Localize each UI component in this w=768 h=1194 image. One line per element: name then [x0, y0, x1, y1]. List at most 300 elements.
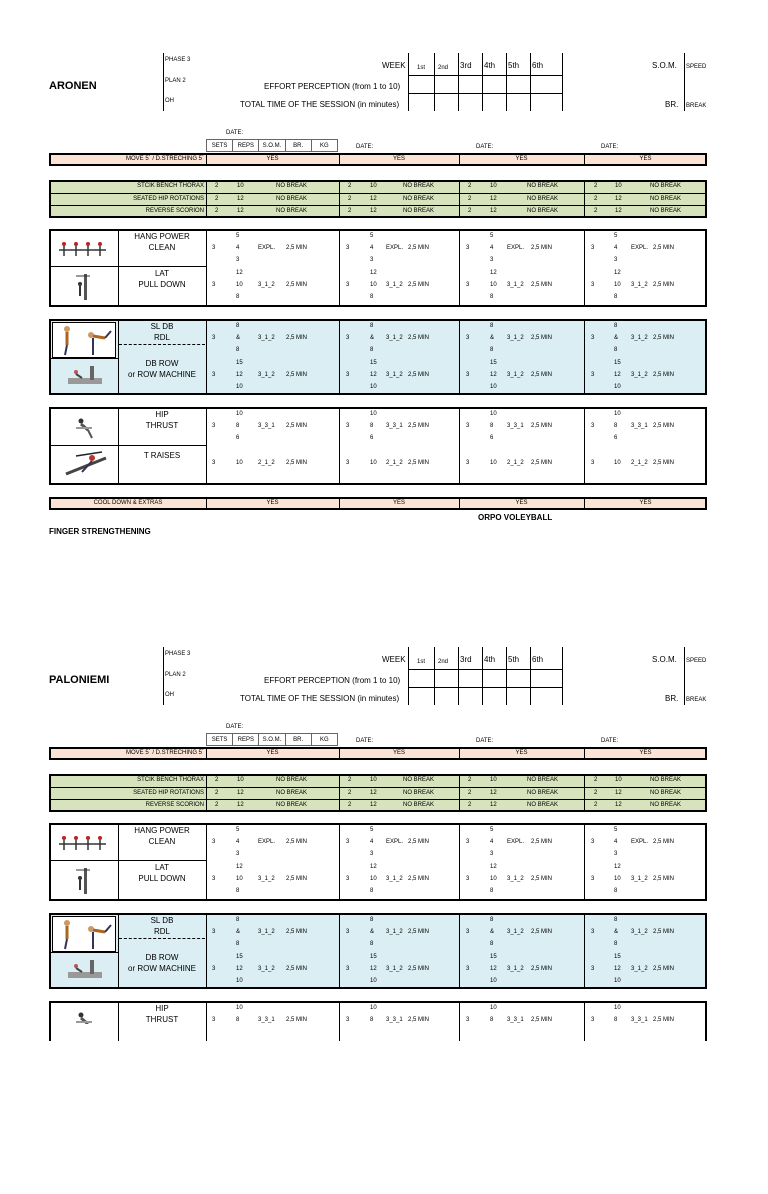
reps-value: &: [236, 929, 241, 935]
br-value: 2,5 MIN: [408, 245, 430, 251]
som-value: 3_1_2: [258, 966, 275, 972]
exercise-hip-thrust: HIP THRUST: [145, 1004, 179, 1024]
reps-value: 15: [614, 360, 621, 366]
reps-value: 4: [370, 839, 374, 845]
reps-value: 3: [614, 851, 618, 857]
br-value: 2,5 MIN: [531, 282, 553, 288]
reps-value: 10: [370, 411, 377, 417]
br-value: 2,5 MIN: [286, 335, 308, 341]
br-value: 2,5 MIN: [408, 966, 430, 972]
row-machine-icon: [66, 364, 104, 388]
br-label: BR.: [665, 100, 679, 109]
reps-value: 10: [614, 876, 621, 882]
warmup-label: MOVE 5´ / D.STRECHING 5´: [125, 156, 204, 162]
sets-value: 3: [212, 423, 216, 429]
reps-value: 10: [370, 1005, 377, 1011]
date-label: DATE:: [476, 738, 494, 744]
reps-value: 8: [614, 294, 618, 300]
sets-value: 3: [212, 372, 216, 378]
sets-value: 3: [466, 460, 470, 466]
reps-value: 12: [370, 270, 377, 276]
reps-value: 10: [490, 384, 497, 390]
week-3: 3rd: [460, 61, 472, 70]
reps-value: 10: [236, 1005, 243, 1011]
sets-value: 3: [346, 460, 350, 466]
br-value: 2,5 MIN: [286, 1017, 308, 1023]
br-value: 2,5 MIN: [653, 1017, 675, 1023]
br-value: 2,5 MIN: [286, 372, 308, 378]
reps-value: &: [370, 335, 375, 341]
break-label: BREAK: [686, 697, 707, 703]
week-5: 5th: [508, 655, 520, 664]
reps-value: 6: [236, 435, 240, 441]
time-label: TOTAL TIME OF THE SESSION (in minutes): [240, 694, 400, 703]
sets-value: 3: [591, 282, 595, 288]
phase-label: PHASE 3: [165, 57, 191, 63]
reps-value: 12: [614, 270, 621, 276]
br-value: 2,5 MIN: [531, 460, 553, 466]
br-value: 2,5 MIN: [653, 423, 675, 429]
sets-value: 3: [346, 1017, 350, 1023]
sets-value: 3: [212, 876, 216, 882]
som-value: 3_3_1: [258, 423, 275, 429]
reps-value: 8: [490, 423, 494, 429]
som-value: 3_1_2: [507, 876, 524, 882]
reps-value: 12: [236, 966, 243, 972]
week-label: WEEK: [382, 61, 406, 70]
reps-value: 5: [614, 827, 618, 833]
reps-value: 4: [614, 839, 618, 845]
br-value: 2,5 MIN: [653, 460, 675, 466]
som-value: 3_1_2: [631, 876, 648, 882]
reps-value: 8: [236, 423, 240, 429]
reps-value: 10: [236, 876, 243, 882]
reps-value: 15: [236, 360, 243, 366]
reps-value: 10: [614, 978, 621, 984]
reps-value: 4: [370, 245, 374, 251]
reps-value: &: [370, 929, 375, 935]
som-value: EXPL.: [386, 839, 404, 845]
br-value: 2,5 MIN: [653, 839, 675, 845]
br-value: 2,5 MIN: [408, 372, 430, 378]
sets-value: 3: [466, 282, 470, 288]
som-value: 3_1_2: [631, 282, 648, 288]
mobility-2-label: SEATED HIP ROTATIONS: [133, 196, 204, 202]
reps-value: 10: [490, 460, 497, 466]
sets-value: 3: [466, 423, 470, 429]
br-value: 2,5 MIN: [653, 966, 675, 972]
plan-label: PLAN 2: [165, 78, 186, 84]
athlete-name: PALONIEMI: [49, 674, 110, 686]
sets-value: 3: [591, 335, 595, 341]
som-value: 3_3_1: [507, 423, 524, 429]
som-value: 2_1_2: [631, 460, 648, 466]
mobility-1-label: STCIK BENCH THORAX: [137, 183, 204, 189]
sets-value: 3: [466, 245, 470, 251]
reps-value: 12: [614, 864, 621, 870]
reps-value: 8: [490, 1017, 494, 1023]
som-value: 3_1_2: [386, 929, 403, 935]
br-value: 2,5 MIN: [408, 335, 430, 341]
reps-value: 4: [236, 839, 240, 845]
week-label: WEEK: [382, 655, 406, 664]
time-label: TOTAL TIME OF THE SESSION (in minutes): [240, 100, 400, 109]
week-2: 2nd: [438, 659, 449, 665]
row-machine-icon: [66, 958, 104, 982]
reps-value: 10: [614, 1005, 621, 1011]
reps-value: 5: [236, 233, 240, 239]
sets-value: 3: [346, 423, 350, 429]
reps-value: 10: [236, 978, 243, 984]
mobility-2-label: SEATED HIP ROTATIONS: [133, 790, 204, 796]
som-value: 3_1_2: [507, 929, 524, 935]
position-label: OH: [165, 98, 174, 104]
reps-value: 5: [614, 233, 618, 239]
reps-value: 10: [614, 384, 621, 390]
speed-label: SPEED: [686, 64, 707, 70]
week-3: 3rd: [460, 655, 472, 664]
reps-value: 10: [236, 460, 243, 466]
sets-value: 3: [591, 245, 595, 251]
warmup-label: MOVE 5´ / D.STRECHING 5´: [125, 750, 204, 756]
position-label: OH: [165, 692, 174, 698]
exercise-t-raises: T RAISES: [143, 451, 181, 460]
reps-value: 10: [490, 978, 497, 984]
som-value: 3_1_2: [386, 372, 403, 378]
reps-value: 8: [370, 347, 374, 353]
reps-value: 3: [490, 851, 494, 857]
reps-value: 12: [370, 966, 377, 972]
sets-value: 3: [212, 1017, 216, 1023]
power-clean-figures-icon: [58, 834, 112, 854]
som-value: 3_3_1: [386, 423, 403, 429]
sets-value: 3: [212, 460, 216, 466]
som-value: EXPL.: [631, 245, 649, 251]
sets-value: 3: [212, 282, 216, 288]
reps-value: 8: [490, 941, 494, 947]
br-value: 2,5 MIN: [408, 423, 430, 429]
date-label: DATE:: [601, 738, 619, 744]
reps-value: 10: [236, 282, 243, 288]
reps-value: 8: [614, 347, 618, 353]
reps-value: 5: [370, 233, 374, 239]
reps-value: 8: [490, 323, 494, 329]
sets-value: 3: [212, 335, 216, 341]
sets-value: 3: [466, 335, 470, 341]
som-value: EXPL.: [507, 245, 525, 251]
date-label: DATE:: [226, 724, 244, 730]
reps-value: 8: [614, 1017, 618, 1023]
sets-value: 3: [466, 372, 470, 378]
reps-value: 3: [370, 851, 374, 857]
reps-value: 12: [236, 864, 243, 870]
reps-value: 8: [236, 917, 240, 923]
sl-rdl-figures-icon: [52, 916, 116, 952]
week-5: 5th: [508, 61, 520, 70]
reps-value: 12: [490, 864, 497, 870]
break-label: BREAK: [686, 103, 707, 109]
br-value: 2,5 MIN: [531, 335, 553, 341]
sets-value: 3: [346, 245, 350, 251]
som-value: 3_1_2: [258, 372, 275, 378]
br-value: 2,5 MIN: [408, 282, 430, 288]
week-6: 6th: [532, 655, 544, 664]
sets-value: 3: [212, 245, 216, 251]
sets-value: 3: [212, 929, 216, 935]
br-value: 2,5 MIN: [286, 423, 308, 429]
exercise-hip-thrust: HIP THRUST: [145, 410, 179, 430]
reps-value: 10: [370, 282, 377, 288]
som-value: 3_1_2: [631, 372, 648, 378]
reps-value: 8: [370, 941, 374, 947]
br-value: 2,5 MIN: [653, 876, 675, 882]
reps-value: 5: [490, 827, 494, 833]
column-headers: SETS REPS S.O.M. BR. KG: [206, 733, 338, 746]
cooldown-label: COOL DOWN & EXTRAS: [93, 500, 163, 506]
power-clean-figures-icon: [58, 240, 112, 260]
br-value: 2,5 MIN: [531, 876, 553, 882]
sets-value: 3: [591, 460, 595, 466]
reps-value: 12: [614, 966, 621, 972]
reps-value: 10: [614, 411, 621, 417]
team-name: ORPO VOLEYBALL: [478, 513, 553, 522]
br-value: 2,5 MIN: [653, 929, 675, 935]
reps-value: 15: [370, 954, 377, 960]
workout-sheet-paloniemi: PALONIEMI PHASE 3 PLAN 2 OH WEEK EFFORT PERCEPTION (from 1 to 10) TOTAL TIME OF THE SESSION (in minutes) 1st 2nd 3rd 4th 5th 6th S.O.M. SPEED BR. BREAK DATE: DATE: DATE: DATE: SETS REPS S.O.M. BR. KG MOVE 5´ / D.STRECHING 5´ YES YES YES YES STCIK BENCH THORAX SEATED HIP ROTATIONS REVERSE SCORION 2 10 NO BREAK 2 12 NO BREAK 2 12 NO BREAK 2 10 NO BREAK 2 12 NO BREAK 2 12 NO BREAK 2 10 NO BREAK 2 12 NO BREAK 2 12 NO BREAK 2 10 NO BREAK 2 12 NO BREAK 2 12 NO BREAK HANG POWER CLEAN LAT PULL DOWN SL DB RDL DB ROW or ROW MACHINE HIP THRUST 5 4 3 3 EXPL. 2,5 MIN 5 4 3 3 EXPL. 2,5 MIN 5 4 3 3 EXPL. 2,5 MIN 5 4 3 3 EXPL. 2,5 MIN 12 10 8 3 3_1_2 2,5 MIN 12 10 8 3 3_1_2 2,5 MIN 12 10 8 3 3_1_2 2,5 MIN 12 10 8 3 3_1_2 2,5 MIN 8 & 8 3 3_1_2 2,5 MIN 8 & 8 3 3_1_2 2,5 MIN 8 & 8 3 3_1_2 2,5 MIN 8 & 8 3 3_1_2 2,5 MIN 15 12 10 3 3_1_2 2,5 MIN 15 12 10 3 3_1_2 2,5 MIN 15 12 10 3 3_1_2 2,5 MIN 15 12 10 3 3_1_2 2,5 MIN 10 8 3 3_3_1 2,5 MIN 10 8 3 3_3_1 2,5 MIN 10 8 3 3_3_1 2,5 MIN 10 8 3 3_3_1 2,5 MIN: [0, 594, 768, 1194]
date-label: DATE:: [226, 130, 244, 136]
som-value: 3_1_2: [258, 335, 275, 341]
som-value: EXPL.: [258, 839, 276, 845]
br-value: 2,5 MIN: [408, 876, 430, 882]
reps-value: 12: [614, 372, 621, 378]
som-value: 2_1_2: [507, 460, 524, 466]
exercise-db-row: DB ROW or ROW MACHINE: [128, 953, 196, 973]
reps-value: 10: [614, 282, 621, 288]
reps-value: 3: [236, 851, 240, 857]
reps-value: 3: [614, 257, 618, 263]
br-value: 2,5 MIN: [408, 460, 430, 466]
reps-value: 4: [490, 245, 494, 251]
exercise-lat-pull-down: LAT PULL DOWN: [138, 863, 186, 883]
som-value: 3_1_2: [258, 876, 275, 882]
reps-value: 10: [490, 282, 497, 288]
sets-value: 3: [591, 423, 595, 429]
reps-value: 8: [370, 1017, 374, 1023]
sl-rdl-figures-icon: [52, 322, 116, 358]
mobility-3-label: REVERSE SCORION: [145, 208, 204, 214]
reps-value: &: [490, 335, 495, 341]
br-value: 2,5 MIN: [286, 460, 308, 466]
som-value: 2_1_2: [386, 460, 403, 466]
sets-value: 3: [212, 966, 216, 972]
som-value: EXPL.: [386, 245, 404, 251]
reps-value: 6: [370, 435, 374, 441]
som-label: S.O.M.: [652, 655, 677, 664]
br-value: 2,5 MIN: [286, 839, 308, 845]
som-value: 3_3_1: [631, 1017, 648, 1023]
reps-value: 10: [236, 411, 243, 417]
br-value: 2,5 MIN: [531, 1017, 553, 1023]
reps-value: 15: [614, 954, 621, 960]
som-value: 3_1_2: [258, 929, 275, 935]
exercise-db-row: DB ROW or ROW MACHINE: [128, 359, 196, 379]
mobility-3-label: REVERSE SCORION: [145, 802, 204, 808]
br-value: 2,5 MIN: [653, 335, 675, 341]
reps-value: 10: [370, 384, 377, 390]
br-value: 2,5 MIN: [286, 876, 308, 882]
reps-value: 8: [490, 888, 494, 894]
reps-value: 5: [490, 233, 494, 239]
sets-value: 3: [346, 966, 350, 972]
br-value: 2,5 MIN: [531, 372, 553, 378]
reps-value: 6: [614, 435, 618, 441]
effort-label: EFFORT PERCEPTION (from 1 to 10): [264, 82, 401, 91]
som-value: EXPL.: [507, 839, 525, 845]
column-headers: SETS REPS S.O.M. BR. KG: [206, 139, 338, 152]
som-value: 3_1_2: [507, 966, 524, 972]
reps-value: 4: [236, 245, 240, 251]
reps-value: 15: [490, 954, 497, 960]
reps-value: 8: [614, 917, 618, 923]
exercise-hang-power-clean: HANG POWER CLEAN: [134, 826, 190, 846]
effort-label: EFFORT PERCEPTION (from 1 to 10): [264, 676, 401, 685]
reps-value: 5: [370, 827, 374, 833]
sets-value: 3: [591, 839, 595, 845]
som-value: 3_1_2: [631, 335, 648, 341]
br-value: 2,5 MIN: [286, 245, 308, 251]
mobility-1-label: STCIK BENCH THORAX: [137, 777, 204, 783]
reps-value: 8: [370, 294, 374, 300]
reps-value: 8: [614, 423, 618, 429]
reps-value: 8: [236, 294, 240, 300]
reps-value: 10: [490, 1005, 497, 1011]
sets-value: 3: [591, 876, 595, 882]
sets-value: 3: [212, 839, 216, 845]
reps-value: 8: [614, 888, 618, 894]
reps-value: 8: [236, 941, 240, 947]
finger-strengthening-label: FINGER STRENGTHENING: [49, 527, 151, 536]
reps-value: 8: [614, 323, 618, 329]
sets-value: 3: [346, 335, 350, 341]
som-value: 3_3_1: [507, 1017, 524, 1023]
som-value: EXPL.: [631, 839, 649, 845]
som-value: 3_1_2: [507, 282, 524, 288]
hip-thrust-figure-icon: [74, 416, 96, 440]
date-label: DATE:: [601, 144, 619, 150]
reps-value: &: [614, 929, 619, 935]
br-value: 2,5 MIN: [653, 282, 675, 288]
sets-value: 3: [466, 839, 470, 845]
reps-value: 10: [236, 384, 243, 390]
som-value: 3_1_2: [507, 335, 524, 341]
reps-value: 8: [370, 423, 374, 429]
reps-value: &: [614, 335, 619, 341]
reps-value: 3: [490, 257, 494, 263]
som-value: EXPL.: [258, 245, 276, 251]
reps-value: 10: [490, 411, 497, 417]
hip-thrust-figure-icon: [74, 1010, 96, 1024]
week-1: 1st: [417, 659, 426, 665]
reps-value: 8: [370, 888, 374, 894]
som-value: 3_1_2: [386, 335, 403, 341]
som-value: 3_1_2: [386, 282, 403, 288]
br-value: 2,5 MIN: [531, 423, 553, 429]
reps-value: 12: [236, 270, 243, 276]
br-value: 2,5 MIN: [653, 245, 675, 251]
reps-value: 10: [370, 876, 377, 882]
exercise-hang-power-clean: HANG POWER CLEAN: [134, 232, 190, 252]
som-value: 3_1_2: [386, 966, 403, 972]
sets-value: 3: [466, 929, 470, 935]
t-raises-figure-icon: [62, 448, 110, 478]
reps-value: 12: [490, 270, 497, 276]
speed-label: SPEED: [686, 658, 707, 664]
week-2: 2nd: [438, 65, 449, 71]
reps-value: 5: [236, 827, 240, 833]
br-value: 2,5 MIN: [531, 245, 553, 251]
reps-value: 12: [490, 966, 497, 972]
reps-value: &: [236, 335, 241, 341]
br-value: 2,5 MIN: [286, 966, 308, 972]
br-label: BR.: [665, 694, 679, 703]
som-label: S.O.M.: [652, 61, 677, 70]
plan-label: PLAN 2: [165, 672, 186, 678]
reps-value: 3: [236, 257, 240, 263]
sets-value: 3: [346, 282, 350, 288]
sets-value: 3: [591, 372, 595, 378]
sets-value: 3: [591, 1017, 595, 1023]
week-1: 1st: [417, 65, 426, 71]
reps-value: 10: [490, 876, 497, 882]
som-value: 3_3_1: [258, 1017, 275, 1023]
date-label: DATE:: [356, 144, 374, 150]
reps-value: 12: [236, 372, 243, 378]
reps-value: 12: [370, 864, 377, 870]
som-value: 3_3_1: [631, 423, 648, 429]
reps-value: 12: [370, 372, 377, 378]
reps-value: 8: [490, 917, 494, 923]
br-value: 2,5 MIN: [531, 839, 553, 845]
som-value: 3_1_2: [258, 282, 275, 288]
week-6: 6th: [532, 61, 544, 70]
reps-value: 4: [490, 839, 494, 845]
br-value: 2,5 MIN: [286, 282, 308, 288]
reps-value: 15: [370, 360, 377, 366]
reps-value: &: [490, 929, 495, 935]
date-label: DATE:: [356, 738, 374, 744]
reps-value: 3: [370, 257, 374, 263]
reps-value: 8: [236, 347, 240, 353]
reps-value: 8: [614, 941, 618, 947]
lat-pulldown-machine-icon: [72, 272, 94, 302]
sets-value: 3: [346, 876, 350, 882]
reps-value: 10: [614, 460, 621, 466]
reps-value: 8: [490, 294, 494, 300]
reps-value: 8: [490, 347, 494, 353]
som-value: 3_1_2: [631, 929, 648, 935]
sets-value: 3: [466, 1017, 470, 1023]
reps-value: 8: [236, 1017, 240, 1023]
som-value: 3_3_1: [386, 1017, 403, 1023]
reps-value: 10: [370, 978, 377, 984]
sets-value: 3: [591, 929, 595, 935]
br-value: 2,5 MIN: [286, 929, 308, 935]
sets-value: 3: [346, 839, 350, 845]
exercise-sl-db-rdl: SL DB RDL: [150, 916, 174, 936]
br-value: 2,5 MIN: [653, 372, 675, 378]
som-value: 3_1_2: [631, 966, 648, 972]
br-value: 2,5 MIN: [408, 1017, 430, 1023]
